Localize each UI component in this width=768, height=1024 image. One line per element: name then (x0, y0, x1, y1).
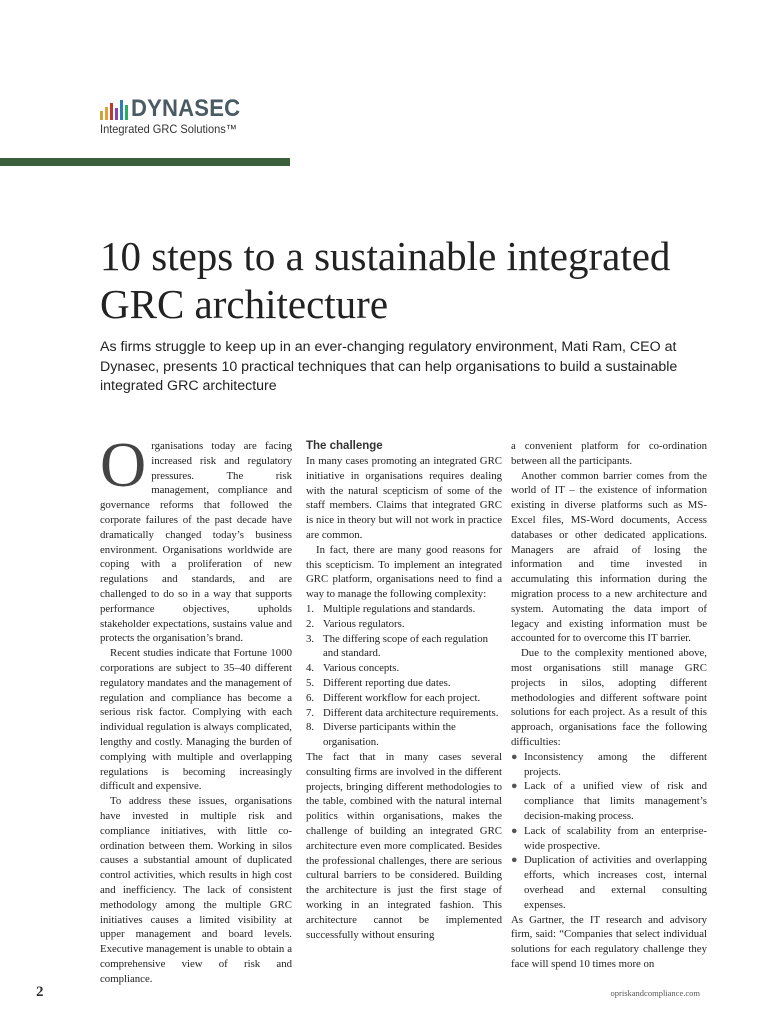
list-item (511, 824, 707, 854)
column-3 (511, 439, 707, 972)
list-item (306, 720, 502, 750)
page-number: 2 (36, 984, 44, 1000)
paragraph: a convenient platform for co-ordination between all the participants. (511, 440, 707, 467)
bullet-icon: ● (511, 780, 518, 793)
list-number: 8. (306, 721, 315, 734)
accent-rule (0, 158, 290, 166)
paragraph: To address these issues, organisations have invested in multiple risk and compliance initiatives, with little co-ordination between them. Working in silos causes a substantial amount of duplicated control activities, which results in high cost and inefficiency. The lack of consistent methodology among the multiple GRC initiatives causes a limited visibility at upper management and board levels. Executive management is unable to obtain a comprehensive view of risk and compliance. (100, 795, 292, 985)
list-item-text: Various concepts. (323, 662, 400, 675)
list-item (306, 676, 502, 691)
list-item-text: Lack of a unified view of risk and compliance that limits management’s decision-making process. (524, 780, 707, 822)
logo-bar (125, 105, 128, 120)
footer-site: opriskandcompliance.com (610, 988, 700, 998)
bullet-icon: ● (511, 750, 518, 763)
list-item (306, 617, 502, 632)
paragraph: In fact, there are many good reasons for this scepticism. To implement an integrated GRC platform, organisations need to find a way to manage the following complexity: (306, 543, 502, 601)
logo-bars-icon (100, 98, 128, 120)
difficulties-list (511, 750, 707, 913)
logo-bar (120, 100, 123, 120)
paragraph: Due to the complexity mentioned above, most organisations still manage GRC projects in silos, adopting different methodologies and different software point solutions for each project. As a result of this approach, organisations face the following difficulties: (511, 647, 707, 748)
list-item (306, 632, 502, 662)
logo-bar (105, 107, 108, 120)
list-number: 4. (306, 662, 315, 675)
list-item-text: Multiple regulations and standards. (323, 602, 476, 615)
list-item (306, 706, 502, 721)
list-number: 1. (306, 602, 315, 615)
bullet-icon: ● (511, 854, 518, 867)
list-item (306, 661, 502, 676)
list-item-text: Different reporting due dates. (323, 676, 451, 689)
dynasec-logo (100, 95, 250, 136)
list-item (511, 853, 707, 912)
paragraph (100, 429, 292, 646)
list-item (306, 691, 502, 706)
list-number: 3. (306, 632, 315, 645)
paragraph: Recent studies indicate that Fortune 1000 corporations are subject to 35–40 different regulatory mandates and the management of regulation and compliance has become a serious risk factor. Complying with each individual regulation is always complicated, lengthy and costly. Managing the burden of complying with multiple and overlapping regulations is becoming increasingly difficult and expensive. (100, 647, 292, 793)
article-title: 10 steps to a sustainable integrated GRC architecture (100, 233, 671, 327)
list-number: 6. (306, 691, 315, 704)
logo-bar (115, 108, 118, 120)
paragraph: In many cases promoting an integrated GRC initiative in organisations requires dealing with the natural scepticism of some of the staff members. Claims that integrated GRC is nice in theory but will not work in practice are common. (306, 455, 502, 541)
paragraph: The fact that in many cases several consulting firms are involved in the different projects, bringing different methodologies to the table, combined with the natural internal politics within organisations, makes the challenge of building an integrated GRC architecture even more complicated. Besides the professional challenges, there are serious cultural barriers to be considered. Building the architecture is just the first stage of working in an integrated fashion. This architecture cannot be implemented successfully without ensuring (306, 750, 502, 941)
list-number: 2. (306, 617, 315, 630)
paragraph-text: rganisations today are facing increased risk and regulatory pressures. The risk management, compliance and governance reforms that followed the corporate failures of the past decade have dramatically changed today’s business environment. Organisations worldwide are coping with a proliferation of new regulations and standards, and are challenged to do so in a way that supports performance objectives, upholds stakeholder expectations, sustains value and protects the organisation’s brand. (100, 440, 292, 645)
list-item-text: Different workflow for each project. (323, 691, 481, 704)
complexity-list (306, 602, 502, 750)
drop-cap: O (100, 429, 147, 500)
logo-brand: DYNASEC (131, 95, 241, 122)
paragraph: As Gartner, the IT research and advisory firm, said: “Companies that select individual solutions for each regulatory challenge they face will spend 10 times more on (511, 913, 707, 970)
logo-tagline: Integrated GRC Solutions™ (100, 122, 237, 136)
list-item-text: Inconsistency among the different projects. (524, 750, 707, 778)
section-heading: The challenge (306, 440, 383, 452)
list-item (511, 779, 707, 823)
column-2 (306, 439, 502, 942)
list-number: 7. (306, 706, 315, 719)
list-item-text: Various regulators. (323, 617, 405, 630)
list-item-text: Duplication of activities and overlapping efforts, which increases cost, internal overhead and external consulting expenses. (524, 854, 707, 911)
list-item (306, 602, 502, 617)
list-item-text: Diverse participants within the organisation. (323, 721, 456, 749)
article-standfirst: As firms struggle to keep up in an ever-changing regulatory environment, Mati Ram, CEO at Dynasec, presents 10 practical techniques that can help organisations to build a sustainable integrated GRC architecture (100, 339, 678, 394)
logo-bar (110, 103, 113, 120)
logo-bar (100, 111, 103, 120)
paragraph: Another common barrier comes from the world of IT – the existence of information existing in diverse platforms such as MS-Excel files, MS-Word documents, Access databases or other dedicated applications. Managers are afraid of losing the information and time invested in accumulating this information during the migration process to a new architecture and system. Automating the data import of legacy and existing information must be accounted for to overcome this IT barrier. (511, 469, 707, 645)
list-item-text: Different data architecture requirements. (323, 706, 499, 719)
list-item-text: The differing scope of each regulation and standard. (323, 632, 488, 660)
list-number: 5. (306, 676, 315, 689)
bullet-icon: ● (511, 824, 518, 837)
logo-mark (100, 95, 250, 122)
column-1 (100, 429, 292, 986)
list-item-text: Lack of scalability from an enterprise-wide prospective. (524, 824, 707, 852)
list-item (511, 750, 707, 780)
